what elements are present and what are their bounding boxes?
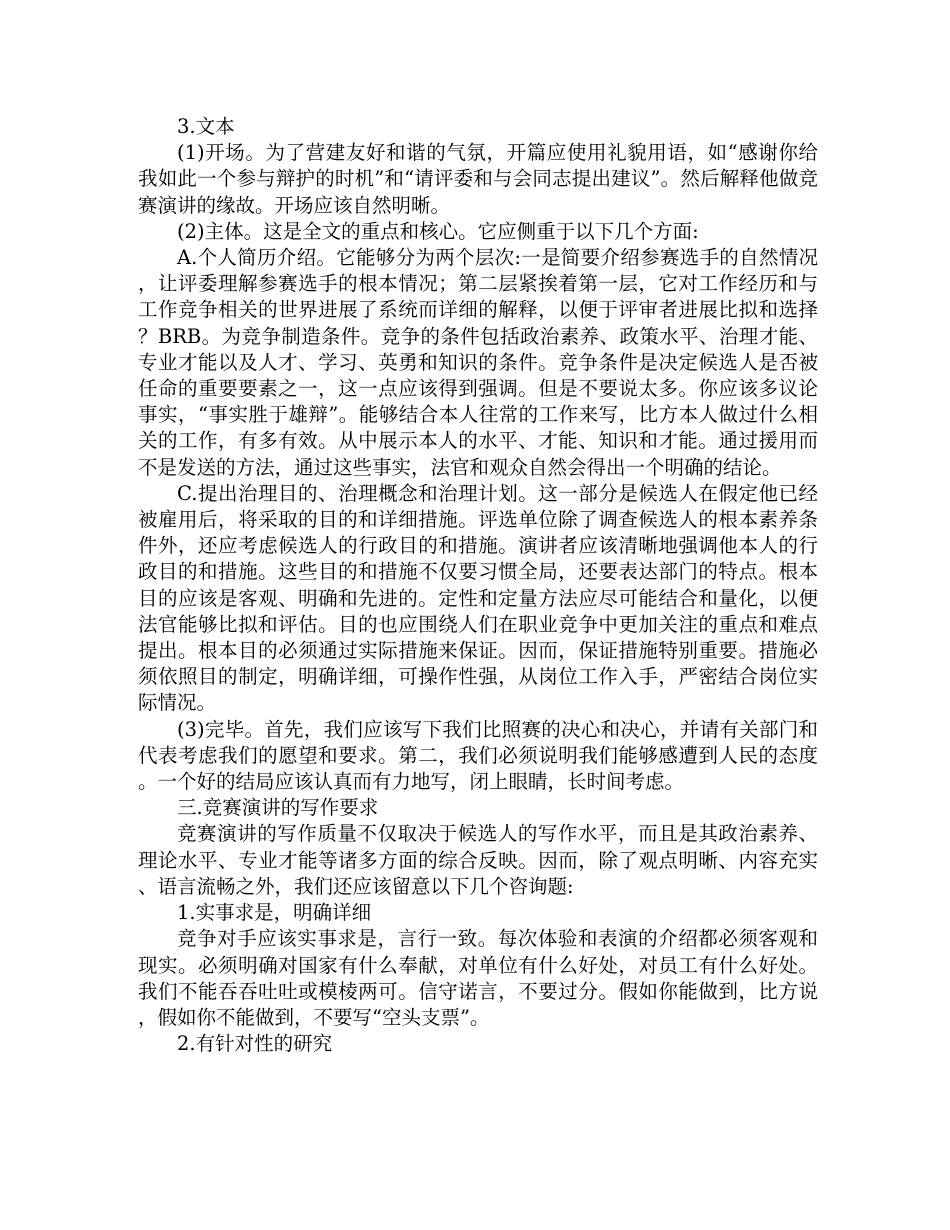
paragraph-conclusion: (3)完毕。首先，我们应该写下我们比照赛的决心和决心，并请有关部门和代表考虑我们的愿望和要求。第二，我们必须说明我们能够感遭到人民的态度。一个好的结局应该认真而有力地写，闭上眼睛，长时间考虑。 — [138, 717, 818, 794]
heading-writing-requirements: 三.竞赛演讲的写作要求 — [177, 796, 379, 820]
paragraph-be-factual: 竞争对手应该实事求是，言行一致。每次体验和表演的介绍都必须客观和现实。必须明确对国家有什么奉献，对单位有什么好处，对员工有什么好处。我们不能吞吞吐吐或模棱两可。信守诺言，不要过分。假如你能做到，比方说，假如你不能做到，不要写“空头支票”。 — [138, 927, 818, 1029]
heading-be-factual: 1.实事求是，明确详细 — [177, 901, 372, 925]
heading-text-section: 3.文本 — [177, 115, 235, 138]
paragraph-opening: (1)开场。为了营建友好和谐的气氛，开篇应使用礼貌用语，如“感谢你给我如此一个参与辩护的时机”和“请评委和与会同志提出建议”。然后解释他做竞赛演讲的缘故。开场应该自然明晰。 — [138, 141, 818, 217]
paragraph-resume-intro: A.个人简历介绍。它能够分为两个层次:一是简要介绍参赛选手的自然情况，让评委理解参赛选手的根本情况；第二层紧挨着第一层，它对工作经历和与工作竞争相关的世界进展了系统而详细的解释，以便于评审者进展比拟和选择？BRB。为竞争制造条件。竞争的条件包括政治素养、政策水平、治理才能、专业才能以及人才、学习、英勇和知识的条件。竞争条件是决定候选人是否被任命的重要要素之一，这一点应该得到强调。但是不要说太多。你应该多议论事实，“事实胜于雄辩”。能够结合本人往常的工作来写，比方本人做过什么相关的工作，有多有效。从中展示本人的水平、才能、知识和才能。通过援用而不是发送的方法，通过这些事实，法官和观众自然会得出一个明确的结论。 — [138, 246, 818, 479]
document-body — [138, 114, 818, 1057]
paragraph-management-goals: C.提出治理目的、治理概念和治理计划。这一部分是候选人在假定他已经被雇用后，将采取的目的和详细措施。评选单位除了调查候选人的根本素养条件外，还应考虑候选人的行政目的和措施。演讲者应该清晰地强调他本人的行政目的和措施。这些目的和措施不仅要习惯全局，还要表达部门的特点。根本目的应该是客观、明确和先进的。定性和定量方法应尽可能结合和量化，以便法官能够比拟和评估。目的也应围绕人们在职业竞争中更加关注的重点和难点提出。根本目的必须通过实际措施来保证。因而，保证措施特别重要。措施必须依照目的制定，明确详细，可操作性强，从岗位工作入手，严密结合岗位实际情况。 — [138, 481, 818, 715]
heading-targeted-research: 2.有针对性的研究 — [177, 1032, 333, 1056]
paragraph-main-body: (2)主体。这是全文的重点和核心。它应侧重于以下几个方面: — [177, 219, 699, 243]
paragraph-writing-quality: 竞赛演讲的写作质量不仅取决于候选人的写作水平，而且是其政治素养、理论水平、专业才能等诸多方面的综合反映。因而，除了观点明晰、内容充实、语言流畅之外，我们还应该留意以下几个咨询题: — [138, 822, 818, 898]
